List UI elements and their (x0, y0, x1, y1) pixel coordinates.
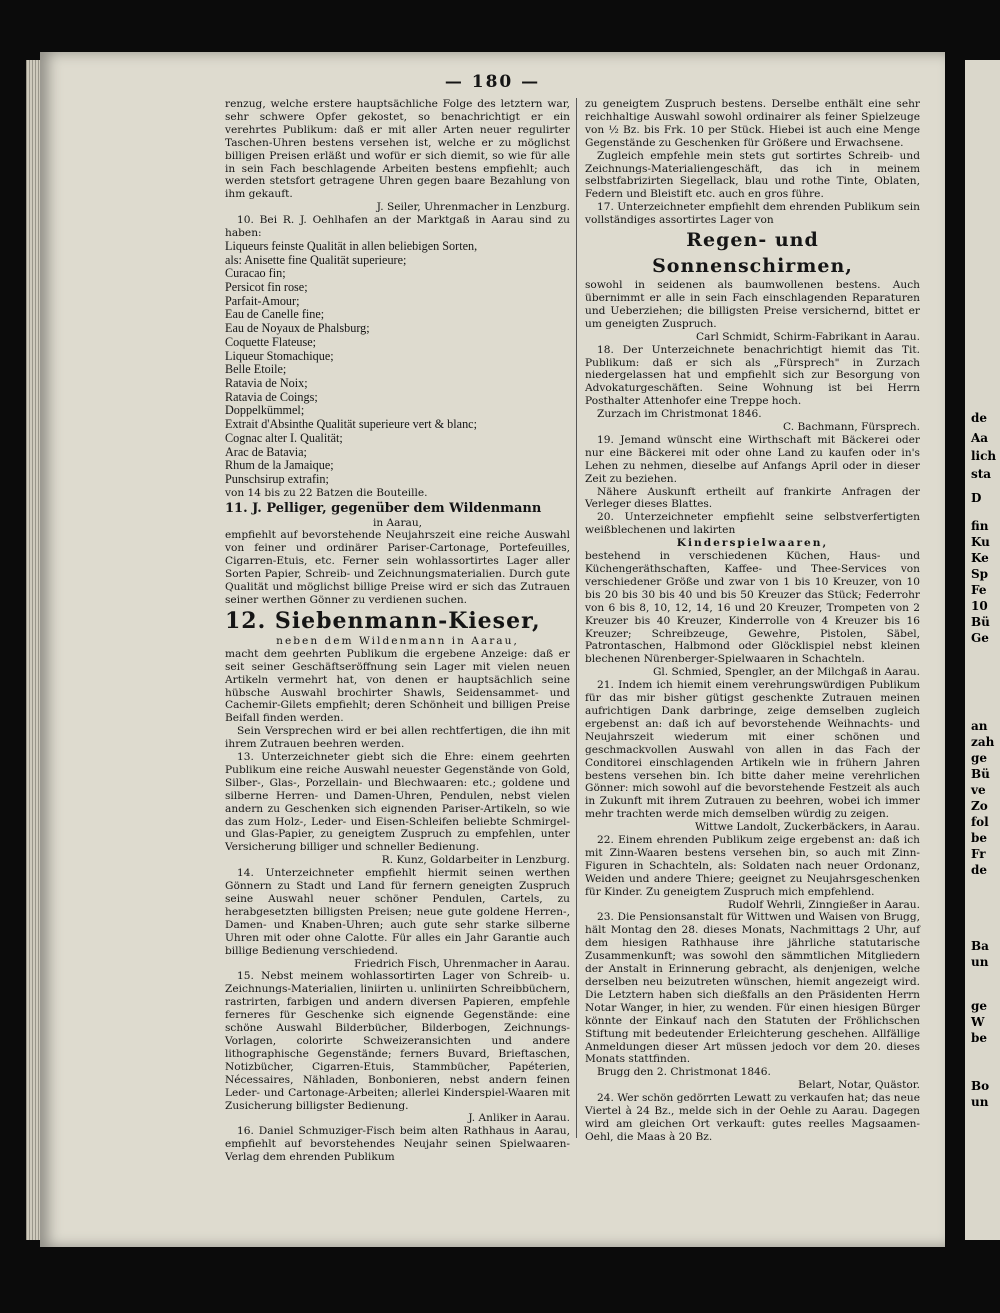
ad-20-signature: Gl. Schmied, Spengler, an der Milchgaß in Aarau. (652, 666, 920, 679)
ad-20-body: bestehend in verschiedenen Küchen, Haus- und Küchengeräthschaften, Kaffee- und Thee-Services von verschiedener Größe und zwar von 1 bis 10 Kreuzer, von 10 bis 20 bis 30 bis 40 und bis 50 Kreuzer das Stück; Federrohr von 6 bis 8, 10, 12, 14, 16 und 20 Kreuzer, Trompeten von 2 Kreuzer bis 40 Kreuzer, Kinderrolle von 4 Kreuzer bis 16 Kreuzer; Schreibzeuge, Gewehre, Pistolen, Säbel, Patrontaschen, Halbmond oder Glöcklispiel nebst kleinen blechenen Nürenberger-Spielwaaren in Schachteln. (585, 550, 920, 666)
page-number: — 180 — (444, 72, 541, 92)
ad-23-date: Brugg den 2. Christmonat 1846. (597, 1066, 771, 1079)
ad-23-signature: Belart, Notar, Quästor. (798, 1079, 920, 1092)
adjacent-fragment: be (971, 831, 988, 845)
liqueur-item: Cognac alter I. Qualität; (225, 430, 343, 445)
adjacent-fragment: an (971, 719, 988, 733)
ad-16-continued: zu geneigtem Zuspruch bestens. Derselbe enthält eine sehr reichhaltige Auswahl sowohl ordinairer als feiner Spielzeuge von ½ Bz. bis Frk. 10 per Stück. Hiebei ist auch eine Menge Gegenstände zu Geschenken für Größere und Erwachsene. (585, 98, 920, 149)
ad-18-body: 18. Der Unterzeichnete benachrichtigt hiemit das Tit. Publikum: daß er sich als „Fürsprech" in Zurzach niedergelassen hat und empfiehlt sich zur Besorgung von Advokaturgeschäften. Seine Wohnung ist bei Herrn Posthalter Attenhofer eine Treppe hoch. (585, 343, 920, 408)
ad-17-title: Regen- und Sonnenschirmen, (652, 229, 853, 278)
ad-17-signature: Carl Schmidt, Schirm-Fabrikant in Aarau. (695, 330, 920, 343)
liqueur-item: Doppelkümmel; (225, 403, 305, 418)
ad-10-price: von 14 bis zu 22 Batzen die Bouteille. (225, 486, 428, 499)
ad-20-heading: 20. Unterzeichneter empfiehlt seine selbstverfertigten weißblechenen und lakirten (585, 511, 920, 537)
adjacent-fragment: de (971, 863, 988, 877)
adjacent-fragment: W (971, 1015, 985, 1029)
ad-22-signature: Rudolf Wehrli, Zinngießer in Aarau. (727, 898, 920, 911)
adjacent-fragment: zah (971, 735, 995, 749)
liqueur-item: als: Anisette fine Qualität superieure; (225, 252, 407, 267)
ad-12-title: 12. Siebenmann-Kieser, (225, 607, 541, 634)
ad-22-body: 22. Einem ehrenden Publikum zeige ergebenst an: daß ich mit Zinn-Waaren bestens versehen bin, so auch mit Zinn-Figuren in Schachteln, als: Soldaten nach neuer Ordonanz, Weiden und andere Thiere; geeignet zu Neujahrsgeschenken für Kinder. Zu geneigtem Zuspruch mich empfehlend. (585, 834, 920, 898)
liqueur-item: Liqueur Stomachique; (225, 348, 334, 363)
ad-17-body: sowohl in seidenen als baumwollenen bestens. Auch übernimmt er alle in sein Fach einschlagenden Reparaturen und Ueberziehen; die billigsten Preise versichernd, bittet er um geneigten Zuspruch. (585, 279, 920, 330)
liqueur-item: Belle Etoile; (225, 362, 287, 377)
liqueur-item: Arac de Batavia; (225, 444, 307, 459)
ad-11-heading: 11. J. Pelliger, gegenüber dem Wildenmann (225, 500, 542, 516)
liqueur-item: Extrait d'Absinthe Qualität superieure vert & blanc; (225, 417, 477, 432)
adjacent-fragment: fol (971, 815, 989, 829)
ad-17-heading: 17. Unterzeichneter empfiehlt dem ehrenden Publikum sein vollständiges assortirtes Lager von (585, 201, 920, 227)
ad-12-closing: Sein Versprechen wird er bei allen rechtfertigen, die ihn mit ihrem Zutrauen beehren werden. (225, 725, 570, 751)
liqueur-item: Coquette Flateuse; (225, 334, 317, 349)
adjacent-fragment: Bo (971, 1079, 990, 1093)
ad-11-body: empfiehlt auf bevorstehende Neujahrszeit eine reiche Auswahl von feiner und ordinärer Pariser-Cartonage, Portefeuilles, Cigarren-Etuis, etc. Ferner sein wohlassortirtes Lager aller Sorten Papier, Schreib- und Zeichnungsmaterialien. Durch gute Qualität und möglichst billige Preise wird er sich das Zutrauen seiner werthen Gönner zu verdienen suchen. (225, 529, 570, 606)
ad-12-subtitle: neben dem Wildenmann in Aarau, (276, 634, 519, 647)
adjacent-fragment: Zo (971, 799, 988, 813)
ad-15-body: 15. Nebst meinem wohlassortirten Lager von Schreib- u. Zeichnungs-Materialien, liniirten u. unliniirten Schreibbüchern, rastrirten, farbigen und andern diversen Papieren, empfehle ferneres für Geschenke sich eignende Gegenstände: eine schöne Auswahl Bilderbücher, Bilderbogen, Zeichnungs-Vorlagen, colorirte Schweizeransichten und andere lithographische Gegenstände; ferners Buvard, Brieftaschen, Notizbücher, Cigarren-Etuis, Stammbücher, Papéterien, Nécessaires, Nähladen, Bonbonieren, nebst andern feinen Leder- und Cartonage-Arbeiten; allerlei Kinderspiel-Waaren mit Zusicherung billigster Bedienung. (225, 970, 570, 1112)
right-column (585, 98, 920, 1144)
liqueur-item: Ratavia de Noix; (225, 376, 308, 390)
adjacent-fragment: ge (971, 999, 988, 1013)
adjacent-fragment: Fr (971, 847, 986, 861)
liqueur-item: Eau de Noyaux de Phalsburg; (225, 321, 370, 336)
ad-12-body: macht dem geehrten Publikum die ergebene Anzeige: daß er seit seiner Geschäftseröffnung sein Lager mit vielen neuen Artikeln vermehrt hat, von denen er hauptsächlich seine hübsche Auswahl brochirter Shawls, Seidensammet- und Cachemir-Gilets empfiehlt; deren Schönheit und billigen Preise Beifall finden werden. (225, 647, 570, 725)
ad-19-body: 19. Jemand wünscht eine Wirthschaft mit Bäckerei oder nur eine Bäckerei mit oder ohne Land zu kaufen oder in's Lehen zu nehmen, dieselbe auf Anfangs April oder in dieser Zeit zu beziehen. (585, 433, 920, 485)
ad-19-note: Nähere Auskunft ertheilt auf frankirte Anfragen der Verleger dieses Blattes. (585, 485, 920, 511)
liqueur-item: Rhum de la Jamaique; (225, 458, 334, 473)
adjacent-fragment: 10 (971, 599, 988, 613)
adjacent-fragment: Bü (971, 767, 990, 781)
ad-14-body: 14. Unterzeichneter empfiehlt hiermit seinen werthen Gönnern zu Stadt und Land für fernern geneigten Zuspruch seine Auswahl neuer schöner Pendulen, Cartels, zu herabgesetzten billigsten Preisen; neue gute goldene Herren-, Damen- und Knaben-Uhren; auch gute sehr starke silberne Uhren mit oder ohne Calotte. Für alles ein Jahr Garantie auch billige Bedienung verschiedend. (225, 867, 570, 957)
liqueur-item: Liqueurs feinste Qualität in allen beliebigen Sorten, (225, 238, 478, 253)
ad-20-title: Kinderspielwaaren, (676, 537, 829, 550)
ad-24-body: 24. Wer schön gedörrten Lewatt zu verkaufen hat; das neue Viertel à 24 Bz., melde sich in der Oehle zu Aarau. Dagegen wird am gleichen Ort verkauft: gutes reelles Magsaamen-Oehl, die Maas à 20 Bz. (585, 1092, 920, 1143)
column-divider (576, 98, 577, 1138)
adjacent-fragment: Ku (971, 535, 990, 549)
adjacent-fragment: Ba (971, 939, 989, 953)
adjacent-fragment: un (971, 1095, 989, 1109)
liqueur-item: Punschsirup extrafin; (225, 471, 329, 486)
adjacent-fragment: Ge (971, 631, 989, 645)
ad-23-body: 23. Die Pensionsanstalt für Wittwen und Waisen von Brugg, hält Montag den 28. dieses Monats, Nachmittags 2 Uhr, auf dem hiesigen Rathhause ihre jährliche statutarische Zusammenkunft; was sowohl den sämmtlichen Mitgliedern der Anstalt in Erinnerung gebracht, als denjenigen, welche derselben neu beizutreten wünschen, hiemit angezeigt wird. Die Letztern haben sich dießfalls an den Präsidenten Herrn Notar Wanger, in hier, zu wenden. Für einen hiesigen Bürger könnte der Einkauf nach den Statuten der Fröhlichschen Stiftung mit bedeutender Erleichterung geschehen. Allfällige Anmeldungen dieser Art müssen jedoch vor dem 20. dieses Monats stattfinden. (585, 911, 920, 1066)
liqueur-item: Persicot fin rose; (225, 280, 308, 295)
ad-16-continued-2: Zugleich empfehle mein stets gut sortirtes Schreib- und Zeichnungs-Materialiengeschäft, das ich in meinem selbstfabrizirten Siegellack, blau und rothe Tinte, Oblaten, Federn und Bleistift etc. auch en gros führe. (585, 149, 920, 201)
newspaper-page (40, 52, 945, 1247)
ad-11-place: in Aarau, (372, 516, 423, 529)
ad-10-heading: 10. Bei R. J. Oehlhafen an der Marktgaß in Aarau sind zu haben: (225, 214, 570, 240)
adjacent-fragment: lich (971, 449, 997, 463)
ad-18-signature: C. Bachmann, Fürsprech. (783, 421, 920, 434)
ad-14-signature: Friedrich Fisch, Uhrenmacher in Aarau. (354, 957, 570, 970)
adjacent-fragment: be (971, 1031, 988, 1045)
adjacent-fragment: Sp (971, 567, 989, 581)
adjacent-fragment: Aa (971, 431, 989, 445)
adjacent-fragment: sta (971, 467, 992, 481)
adjacent-fragment: ge (971, 751, 988, 765)
adjacent-fragment: Bü (971, 615, 990, 629)
liqueur-item: Curacao fin; (225, 266, 286, 281)
adjacent-fragment: Ke (971, 551, 989, 565)
liqueur-item: Parfait-Amour; (225, 293, 300, 308)
ad-21-signature: Wittwe Landolt, Zuckerbäckers, in Aarau. (695, 821, 920, 834)
ad-13-body: 13. Unterzeichneter giebt sich die Ehre: einem geehrten Publikum eine reiche Auswahl neuester Gegenstände von Gold, Silber-, Glas-, Porzellain- und Blechwaaren: etc.; goldene und silberne Herren- und Damen-Uhren, Pendulen, nebst vielen andern zu Geschenken sich eignenden Pariser-Artikeln, so wie das zum Holz-, Leder- und Eisen-Schleifen beliebte Schmirgel- und Glas-Papier, zu geneigtem Zuspruch zu empfehlen, unter Versicherung billiger und schneller Bedienung. (225, 751, 570, 854)
ad-18-date: Zurzach im Christmonat 1846. (597, 408, 762, 421)
adjacent-fragment: un (971, 955, 989, 969)
ad-13-signature: R. Kunz, Goldarbeiter in Lenzburg. (381, 854, 570, 867)
adjacent-fragment: Fe (971, 583, 987, 597)
left-column (225, 98, 570, 1164)
intro-text: renzug, welche erstere hauptsächliche Folge des letztern war, sehr schwere Opfer gekostet, so benachrichtigt er ein verehrtes Publikum: daß er mit aller Arten neuer regulirter Taschen-Uhren bestens versehen ist, welche er zu möglichst billigen Preisen erläßt und wofür er sich diemit, so wie für alle in sein Fach beschlagende Arbeiten bestens empfiehlt; auch werden stetsfort getragene Uhren gegen baare Bezahlung von ihm gekauft. (225, 98, 570, 201)
adjacent-fragment: D (971, 491, 982, 505)
liqueur-item: Ratavia de Coings; (225, 389, 318, 404)
ad-10-liqueur-list (225, 240, 570, 487)
ad-21-body: 21. Indem ich hiemit einem verehrungswürdigen Publikum für das mir bisher gütigst geschenkte Zutrauen meinen aufrichtigen Dank darbringe, zeige demselben zugleich ergebenst an: daß ich auf bevorstehende Weihnachts- und Neujahrszeit wiederum mit einer schönen und geschmackvollen Auswahl von allen in das Fach der Conditorei einschlagenden Artikeln wie in frühern Jahren bestens versehen bin. Ich bitte daher meine verehrlichen Gönner: mich sowohl auf die bevorstehende Festzeit als auch in Zukunft mit ihrem Zutrauen zu beehren, wobei ich immer mehr trachten werde mich demselben würdig zu zeigen. (585, 679, 920, 821)
ad-15-signature: J. Anliker in Aarau. (468, 1112, 570, 1125)
intro-signature: J. Seiler, Uhrenmacher in Lenzburg. (376, 201, 570, 214)
adjacent-fragment: fin (971, 519, 989, 533)
liqueur-item: Eau de Canelle fine; (225, 307, 325, 322)
adjacent-page-edge (965, 60, 1000, 1240)
ad-16-body: 16. Daniel Schmuziger-Fisch beim alten Rathhaus in Aarau, empfiehlt auf bevorstehendes Neujahr seinen Spielwaaren-Verlag dem ehrenden Publikum (225, 1125, 570, 1164)
adjacent-fragment: ve (971, 783, 986, 797)
adjacent-fragment: de (971, 411, 988, 425)
